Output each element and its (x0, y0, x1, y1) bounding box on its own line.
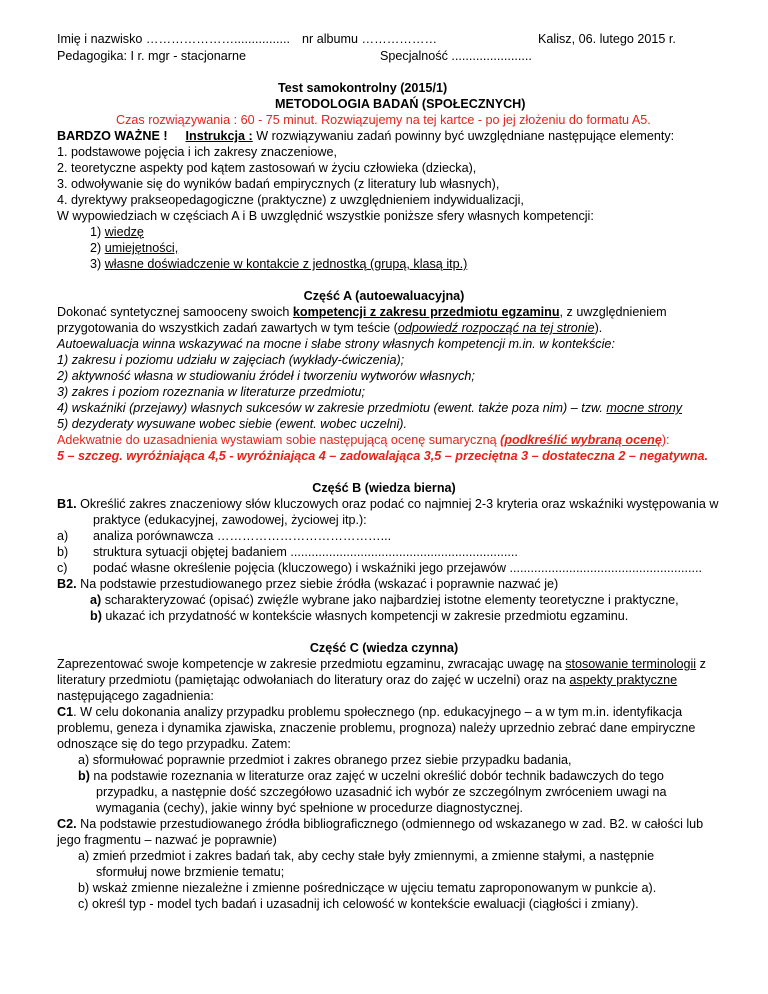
task-b1: B1. Określić zakres znaczeniowy słów kluczowych oraz podać co najmniej 2-3 kryteria oraz wskaźniki występowania w (57, 497, 719, 511)
part-a-italic: 5) dezyderaty wysuwane wobec siebie (ewent. wobec uczelni). (57, 417, 407, 431)
spheres-intro: W wypowiedziach w częściach A i B uwzględnić wszystkie poniższe sfery własnych kompetencji: (57, 209, 594, 223)
time-note: Czas rozwiązywania : 60 - 75 minut. Rozwiązujemy na tej kartce - po jej złożeniu do formatu A5. (116, 113, 651, 127)
list-item-cont: sformułuj nowe brzmienie tematu; (96, 865, 285, 879)
subject-title: METODOLOGIA BADAŃ (SPOŁECZNYCH) (275, 97, 526, 111)
specialty-field-label: Specjalność ....................... (380, 49, 532, 63)
instruction-item: 1. podstawowe pojęcia i ich zakresy znaczeniowe, (57, 145, 338, 159)
part-a-paragraph: Dokonać syntetycznej samooceny swoich kompetencji z zakresu przedmiotu egzaminu, z uwzględnieniem (57, 305, 667, 319)
part-c-paragraph: następującego zagadnienia: (57, 689, 214, 703)
part-a-paragraph: przygotowania do wszystkich zadań zawartych w tym teście (odpowiedź rozpocząć na tej stronie). (57, 321, 603, 335)
task-b1-cont: praktyce (edukacyjnej, zawodowej, życiowej itp.): (93, 513, 367, 527)
task-label: B1. (57, 497, 77, 511)
emphasis: mocne strony (606, 401, 683, 415)
task-label: B2. (57, 577, 77, 591)
emphasis: aspekty praktyczne (569, 673, 678, 687)
part-a-italic: 4) wskaźniki (przejawy) własnych sukcesów w zakresie przedmiotu (ewent. także poza nim) – tzw. mocne strony (57, 401, 683, 415)
test-title: Test samokontrolny (2015/1) (278, 81, 448, 95)
list-item: b) wskaż zmienne niezależne i zmienne pośredniczące w ujęciu tematu zaproponowanym w punkcie a). (78, 881, 657, 895)
rating-scale: 5 – szczeg. wyróżniająca 4,5 - wyróżniająca 4 – zadowalająca 3,5 – przeciętna 3 – dostateczna 2 – negatywna. (57, 449, 708, 463)
task-label: C1 (57, 705, 74, 719)
list-item: a) zmień przedmiot i zakres badań tak, aby cechy stałe były zmiennymi, a zmienne stałymi, a następnie (78, 849, 655, 863)
part-c-paragraph: literatury przedmiotu (pamiętając odwołaniach do literatury oraz do zajęć w uczelni) oraz na aspekty praktyczne (57, 673, 678, 687)
part-c-heading: Część C (wiedza czynna) (309, 641, 459, 655)
instruction-label: Instrukcja : (185, 129, 253, 143)
task-c1-cont: odnoszące się do tego przypadku. Zatem: (57, 737, 291, 751)
sphere-label: własne doświadczenie w kontakcie z jednostką (grupą, klasą itp.) (104, 257, 468, 271)
place-date: Kalisz, 06. lutego 2015 r. (538, 32, 676, 46)
album-field-label: nr albumu ……………… (302, 32, 438, 46)
task-c1-cont: problemu, geneza i dynamika zjawiska, znaczenie problemu, prognoza) należy uprzednio zebrać dane empiryczne (57, 721, 696, 735)
instruction-line (57, 128, 674, 144)
emphasis: odpowiedź rozpocząć na tej stronie (397, 321, 595, 335)
list-item: b) ukazać ich przydatność w kontekście własnych kompetencji w zakresie przedmiotu egzaminu. (90, 609, 629, 623)
task-b2: B2. Na podstawie przestudiowanego przez siebie źródła (wskazać i poprawnie nazwać je) (57, 577, 559, 591)
sphere-label: wiedzę (104, 225, 144, 239)
sphere-item: 3) własne doświadczenie w kontakcie z jednostką (grupą, klasą itp.) (90, 257, 468, 271)
instruction-item: 4. dyrektywy prakseopedagogiczne (praktyczne) z uwzględnieniem indywidualizacji, (57, 193, 524, 207)
list-item-cont: wymagania (cechy), jakie winny być spełnione w procedurze diagnostycznej. (96, 801, 524, 815)
part-a-italic: 1) zakresu i poziomu udziału w zajęciach (wykłady-ćwiczenia); (57, 353, 405, 367)
list-item: c) określ typ - model tych badań i uzasadnij ich celowość w kontekście ewaluacji (ciągłości i zmiany). (78, 897, 639, 911)
emphasis: (podkreślić wybraną ocenę (500, 433, 662, 447)
pedagogy-info: Pedagogika: I r. mgr - stacjonarne (57, 49, 247, 63)
important-label: BARDZO WAŻNE ! (57, 129, 168, 143)
instruction-item: 2. teoretyczne aspekty pod kątem zastosowań w życiu człowieka (dziecka), (57, 161, 477, 175)
task-c2-cont: jego fragmentu – nazwać je poprawnie) (57, 833, 277, 847)
emphasis: stosowanie terminologii (565, 657, 697, 671)
part-c-paragraph: Zaprezentować swoje kompetencje w zakresie przedmiotu egzaminu, zwracając uwagę na stosowanie terminologii z (57, 657, 706, 671)
task-c2: C2. Na podstawie przestudiowanego źródła bibliograficznego (odmiennego od wskazanego w zad. B2. w całości lub (57, 817, 704, 831)
list-item: b) na podstawie rozeznania w literaturze oraz zajęć w uczelni określić dobór technik badawczych do tego (78, 769, 664, 783)
task-label: C2. (57, 817, 77, 831)
part-a-italic: Autoewaluacja winna wskazywać na mocne i słabe strony własnych kompetencji m.in. w kontekście: (57, 337, 615, 351)
list-item: a) analiza porównawcza …………………………………... (57, 529, 392, 543)
emphasis: kompetencji z zakresu przedmiotu egzaminu (292, 305, 560, 319)
rating-intro: Adekwatnie do uzasadnienia wystawiam sobie następującą ocenę sumaryczną (podkreślić wybraną ocenę): (57, 433, 670, 447)
part-b-heading: Część B (wiedza bierna) (312, 481, 456, 495)
instruction-item: 3. odwoływanie się do wyników badań empirycznych (z literatury lub własnych), (57, 177, 500, 191)
list-item-cont: przypadku, a następnie dość szczegółowo uzasadnić ich wybór ze szczególnym zwróceniem uwagi na (96, 785, 667, 799)
list-item: c) podać własne określenie pojęcia (kluczowego) i wskaźniki jego przejawów ....................................................... (57, 561, 702, 575)
list-item: a) scharakteryzować (opisać) zwięźle wybrane jako najbardziej istotne elementy teoretyczne i praktyczne, (90, 593, 679, 607)
sphere-item: 1) wiedzę (90, 225, 144, 239)
part-a-italic: 3) zakres i poziom rozeznania w literaturze przedmiotu; (57, 385, 365, 399)
instruction-text: W rozwiązywaniu zadań powinny być uwzględniane następujące elementy: (252, 129, 675, 143)
name-field-label: Imię i nazwisko …………………................ (57, 32, 291, 46)
list-item: b) struktura sytuacji objętej badaniem ................................................................. (57, 545, 518, 559)
part-a-heading: Część A (autoewaluacyjna) (303, 289, 465, 303)
task-c1: C1. W celu dokonania analizy przypadku problemu społecznego (np. edukacyjnego – a w tym m.in. identyfikacja (57, 705, 683, 719)
sphere-label: umiejętności, (104, 241, 179, 255)
part-a-italic: 2) aktywność własna w studiowaniu źródeł i tworzeniu wytworów własnych; (57, 369, 475, 383)
list-item: a) sformułować poprawnie przedmiot i zakres obranego przez siebie przypadku badania, (78, 753, 572, 767)
sphere-item: 2) umiejętności, (90, 241, 179, 255)
